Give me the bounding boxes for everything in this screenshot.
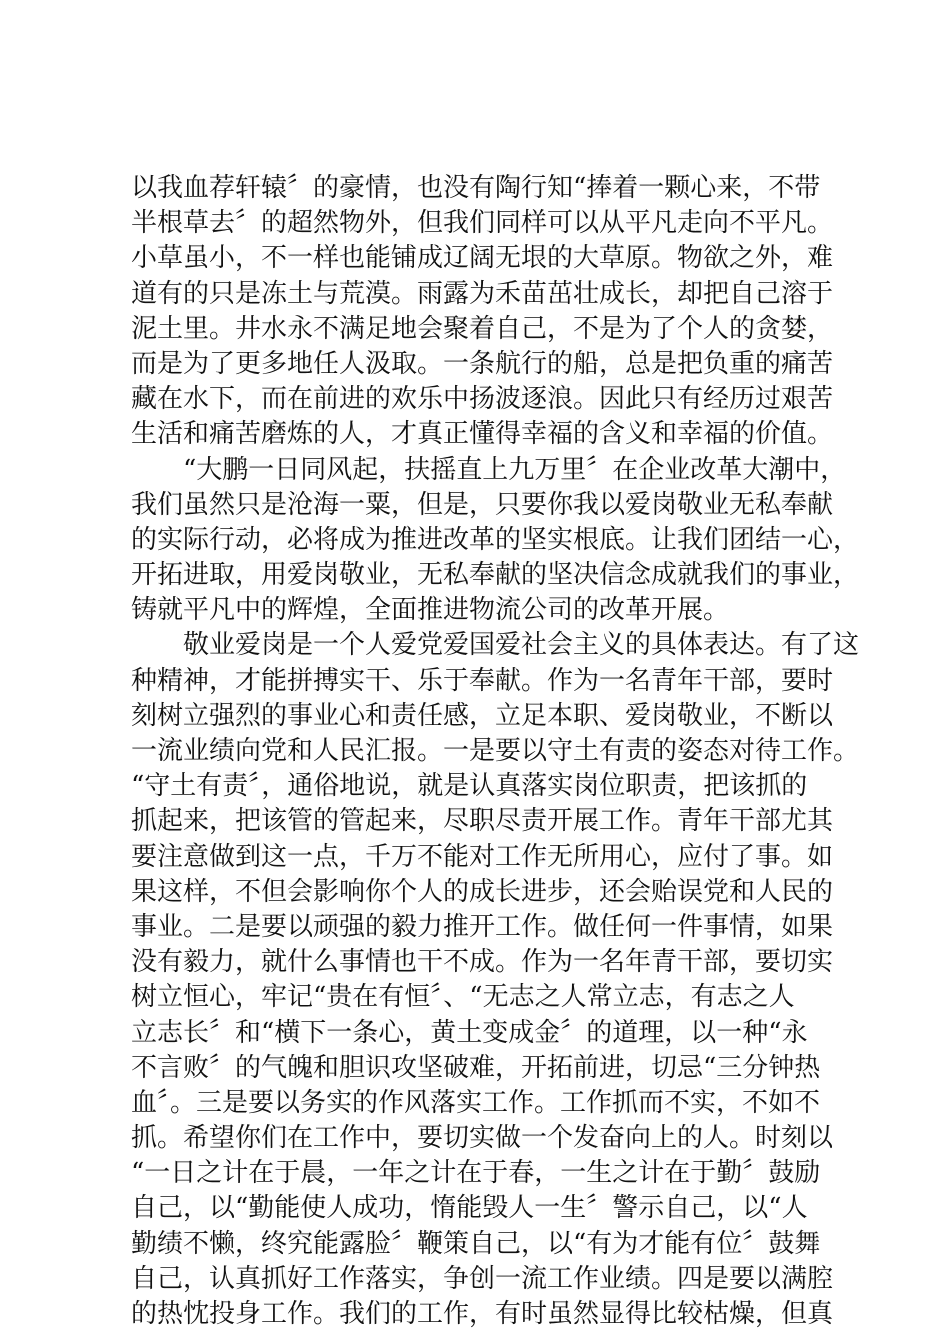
text-line: 半根草去〞的超然物外，但我们同样可以从平凡走向不平凡。 (131, 208, 834, 239)
document-body-text (131, 171, 860, 1332)
text-line: 血〞。三是要以务实的作风落实工作。工作抓而不实，不如不 (131, 1087, 821, 1118)
paragraph-start-line: “大鹏一日同风起，扶摇直上九万里〞在企业改革大潮中， (183, 454, 847, 485)
text-line: 没有毅力，就什么事情也干不成。作为一名年青干部，要切实 (131, 947, 834, 978)
text-line: 种精神，才能拼搏实干、乐于奉献。作为一名青年干部，要时 (131, 665, 834, 696)
text-line: 立志长〞和“横下一条心，黄土变成金〞的道理，以一种“永 (131, 1017, 808, 1048)
text-line: 道有的只是冻土与荒漠。雨露为禾苗茁壮成长，却把自己溶于 (131, 278, 834, 309)
text-line: 不言败〞的气魄和胆识攻坚破难，开拓前进，切忌“三分钟热 (131, 1052, 821, 1083)
paragraph-start-line: 敬业爱岗是一个人爱党爱国爱社会主义的具体表达。有了这 (183, 630, 860, 661)
text-line: 自己，以“勤能使人成功，惰能毁人一生〞警示自己，以“人 (131, 1193, 808, 1224)
text-line: 抓起来，把该管的管起来，尽职尽责开展工作。青年干部尤其 (131, 806, 834, 837)
text-line: 而是为了更多地任人汲取。一条航行的船，总是把负重的痛苦 (131, 348, 834, 379)
text-line: 要注意做到这一点，千万不能对工作无所用心，应付了事。如 (131, 841, 834, 872)
text-line: 铸就平凡中的辉煌，全面推进物流公司的改革开展。 (131, 595, 730, 626)
text-line: 我们虽然只是沧海一粟，但是，只要你我以爱岗敬业无私奉献 (131, 489, 834, 520)
text-line: 抓。希望你们在工作中，要切实做一个发奋向上的人。时刻以 (131, 1123, 834, 1154)
text-line: 果这样，不但会影响你个人的成长进步，还会贻误党和人民的 (131, 876, 834, 907)
text-line: 事业。二是要以顽强的毅力推开工作。做任何一件事情，如果 (131, 911, 834, 942)
text-line: “守土有责〞，通俗地说，就是认真落实岗位职责，把该抓的 (131, 771, 808, 802)
text-line: 刻树立强烈的事业心和责任感，立足本职、爱岗敬业，不断以 (131, 700, 834, 731)
text-line: 一流业绩向党和人民汇报。一是要以守土有责的姿态对待工作。 (131, 736, 860, 766)
text-line: 的热忱投身工作。我们的工作，有时虽然显得比较枯燥，但真 (131, 1299, 834, 1329)
text-line: 以我血荐轩辕〞的豪情，也没有陶行知“捧着一颗心来，不带 (131, 173, 821, 203)
text-line: “一日之计在于晨，一年之计在于春，一生之计在于勤〞鼓励 (131, 1158, 821, 1189)
text-line: 自己，认真抓好工作落实，争创一流工作业绩。四是要以满腔 (131, 1263, 834, 1294)
text-line: 泥土里。井水永不满足地会聚着自己，不是为了个人的贪婪， (131, 313, 834, 344)
text-line: 小草虽小，不一样也能铺成辽阔无垠的大草原。物欲之外，难 (131, 243, 834, 274)
text-line: 生活和痛苦磨炼的人，才真正懂得幸福的含义和幸福的价值。 (131, 419, 834, 450)
text-line: 树立恒心，牢记“贵在有恒〞、“无志之人常立志，有志之人 (131, 982, 795, 1013)
text-line: 开拓进取，用爱岗敬业，无私奉献的坚决信念成就我们的事业， (131, 560, 860, 591)
text-line: 的实际行动，必将成为推进改革的坚实根底。让我们团结一心， (131, 524, 860, 555)
text-line: 藏在水下，而在前进的欢乐中扬波逐浪。因此只有经历过艰苦 (131, 384, 834, 415)
text-line: 勤绩不懒，终究能露脸〞鞭策自己，以“有为才能有位〞鼓舞 (131, 1228, 821, 1259)
